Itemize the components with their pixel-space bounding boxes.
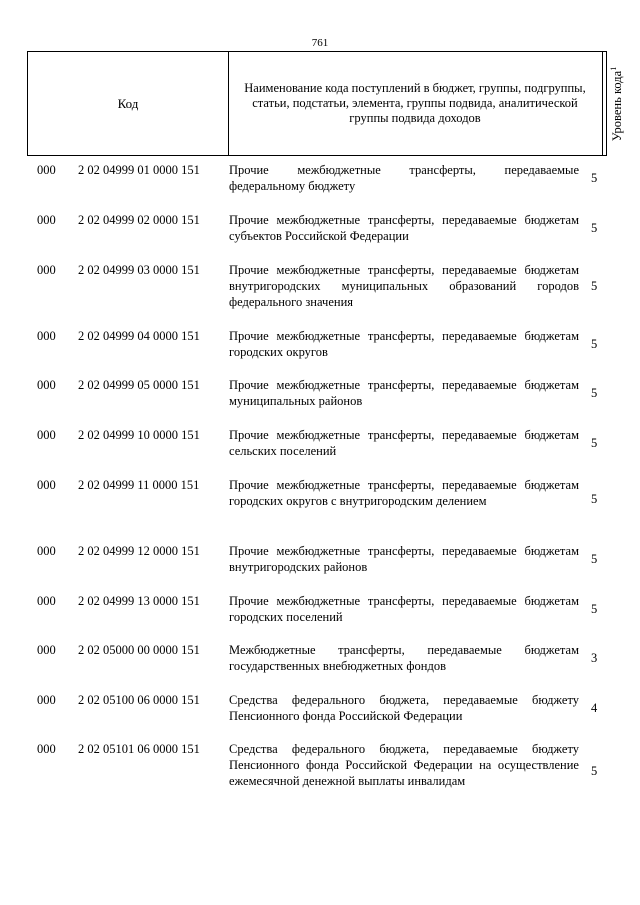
code-level: 5 bbox=[591, 337, 598, 351]
revenue-name: Межбюджетные трансферты, передаваемые бюджетам государственных внебюджетных фондов bbox=[229, 643, 579, 673]
revenue-name: Средства федерального бюджета, передаваемые бюджету Пенсионного фонда Российской Федерации bbox=[229, 693, 579, 723]
admin-code: 000 bbox=[37, 643, 56, 657]
table-header bbox=[27, 51, 625, 156]
revenue-code: 2 02 04999 12 0000 151 bbox=[78, 544, 200, 558]
revenue-name: Прочие межбюджетные трансферты, передаваемые бюджетам городских поселений bbox=[229, 594, 579, 624]
revenue-name: Прочие межбюджетные трансферты, передаваемые бюджетам сельских поселений bbox=[229, 428, 579, 458]
revenue-name: Прочие межбюджетные трансферты, передаваемые бюджетам внутригородских муниципальных образований городов федерального значения bbox=[229, 263, 579, 309]
header-name: Наименование кода поступлений в бюджет, группы, подгруппы, статьи, подстатьи, элемента, группы подвида, аналитической группы подвида доходов bbox=[228, 52, 603, 155]
header-level-text: Уровень кода bbox=[610, 70, 625, 141]
code-level: 4 bbox=[591, 701, 598, 715]
revenue-name: Прочие межбюджетные трансферты, передаваемые бюджетам городских округов с внутригородским делением bbox=[229, 478, 579, 508]
code-level: 5 bbox=[591, 764, 598, 778]
admin-code: 000 bbox=[37, 263, 56, 277]
admin-code: 000 bbox=[37, 693, 56, 707]
revenue-name: Прочие межбюджетные трансферты, передаваемые бюджетам внутригородских районов bbox=[229, 544, 579, 574]
revenue-code: 2 02 04999 11 0000 151 bbox=[78, 478, 200, 492]
revenue-code: 2 02 04999 04 0000 151 bbox=[78, 329, 200, 343]
admin-code: 000 bbox=[37, 742, 56, 756]
code-level: 5 bbox=[591, 436, 598, 450]
code-level: 5 bbox=[591, 552, 598, 566]
revenue-code: 2 02 04999 05 0000 151 bbox=[78, 378, 200, 392]
page-number: 761 bbox=[311, 37, 329, 49]
revenue-code: 2 02 04999 10 0000 151 bbox=[78, 428, 200, 442]
revenue-code: 2 02 04999 01 0000 151 bbox=[78, 163, 200, 177]
code-level: 5 bbox=[591, 386, 598, 400]
admin-code: 000 bbox=[37, 163, 56, 177]
revenue-name: Прочие межбюджетные трансферты, передаваемые бюджетам городских округов bbox=[229, 329, 579, 359]
code-level: 5 bbox=[591, 492, 598, 506]
revenue-code: 2 02 04999 03 0000 151 bbox=[78, 263, 200, 277]
header-level bbox=[603, 52, 631, 155]
admin-code: 000 bbox=[37, 544, 56, 558]
admin-code: 000 bbox=[37, 378, 56, 392]
code-level: 5 bbox=[591, 221, 598, 235]
revenue-name: Прочие межбюджетные трансферты, передаваемые федеральному бюджету bbox=[229, 163, 579, 193]
code-level: 5 bbox=[591, 602, 598, 616]
revenue-code: 2 02 04999 13 0000 151 bbox=[78, 594, 200, 608]
revenue-name: Прочие межбюджетные трансферты, передаваемые бюджетам субъектов Российской Федерации bbox=[229, 213, 579, 243]
revenue-name: Прочие межбюджетные трансферты, передаваемые бюджетам муниципальных районов bbox=[229, 378, 579, 408]
header-level-label bbox=[609, 66, 625, 140]
admin-code: 000 bbox=[37, 478, 56, 492]
revenue-name: Средства федерального бюджета, передаваемые бюджету Пенсионного фонда Российской Федерации на осуществление ежемесячной денежной выплаты инвалидам bbox=[229, 742, 579, 788]
revenue-code: 2 02 05100 06 0000 151 bbox=[78, 693, 200, 707]
admin-code: 000 bbox=[37, 428, 56, 442]
code-level: 5 bbox=[591, 171, 598, 185]
admin-code: 000 bbox=[37, 329, 56, 343]
admin-code: 000 bbox=[37, 213, 56, 227]
code-level: 5 bbox=[591, 279, 598, 293]
admin-code: 000 bbox=[37, 594, 56, 608]
header-level-footnote: 1 bbox=[608, 66, 618, 71]
revenue-code: 2 02 05000 00 0000 151 bbox=[78, 643, 200, 657]
revenue-code: 2 02 05101 06 0000 151 bbox=[78, 742, 200, 756]
revenue-code: 2 02 04999 02 0000 151 bbox=[78, 213, 200, 227]
header-code: Код bbox=[28, 52, 229, 155]
code-level: 3 bbox=[591, 651, 598, 665]
